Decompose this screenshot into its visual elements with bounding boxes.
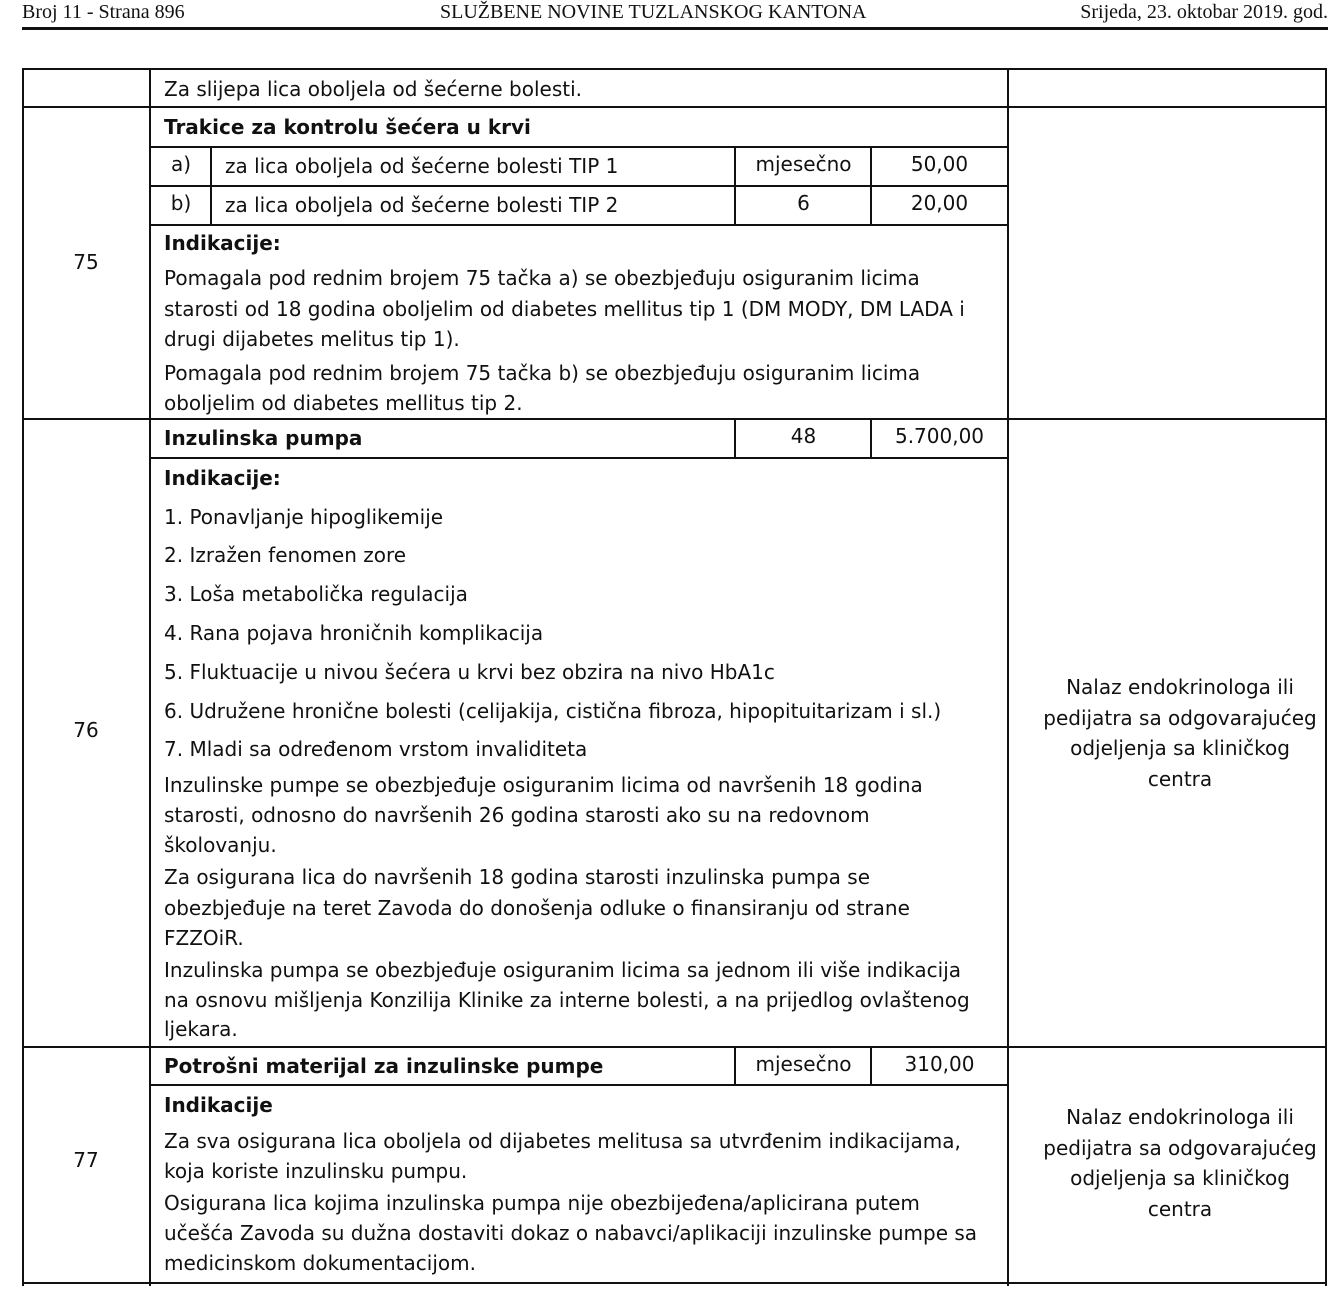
indication-list-item: 7. Mladi sa određenom vrstom invaliditeta xyxy=(164,737,588,761)
note-line: odjeljenja sa kliničkog xyxy=(1070,1166,1290,1190)
publication-date: Srijeda, 23. oktobar 2019. god. xyxy=(1080,1,1328,23)
sub-description: za lica oboljela od šećerne bolesti TIP 1 xyxy=(225,154,619,178)
item-amount: 310,00 xyxy=(904,1052,975,1076)
page-header xyxy=(22,0,1328,26)
indication-line: Za sva osigurana lica oboljela od dijabetes melitusa sa utvrđenim indikacijama, xyxy=(164,1129,961,1153)
row-divider xyxy=(149,146,1009,148)
row-divider xyxy=(22,1046,1327,1048)
item-period: 48 xyxy=(790,424,817,448)
table-border-top xyxy=(22,68,1327,70)
note-line: centra xyxy=(1147,766,1213,791)
item-period: mjesečno xyxy=(755,1052,852,1076)
item-number: 77 xyxy=(73,1148,99,1172)
requirement-note xyxy=(1030,1102,1330,1224)
item-number: 75 xyxy=(73,250,99,274)
row-divider xyxy=(22,1282,1327,1284)
indication-list-item: 3. Loša metabolička regulacija xyxy=(164,582,468,606)
note-line: odjeljenja sa kliničkog xyxy=(1070,736,1290,760)
sub-period: 6 xyxy=(797,191,810,215)
indications-label: Indikacije: xyxy=(164,231,281,255)
indication-line: učešća Zavoda su dužna dostaviti dokaz o nabavci/aplikaciji inzulinske pumpe sa xyxy=(164,1221,978,1245)
row-divider xyxy=(149,1084,1009,1086)
indication-list-item: 2. Izražen fenomen zore xyxy=(164,543,407,567)
note-line: Nalaz endokrinologa ili xyxy=(1066,1105,1294,1129)
indication-line: koja koriste inzulinsku pumpu. xyxy=(164,1159,468,1183)
item-title: Inzulinska pumpa xyxy=(164,426,363,450)
item-title: Potrošni materijal za inzulinske pumpe xyxy=(164,1054,604,1078)
row-divider xyxy=(149,224,1009,226)
item-amount: 5.700,00 xyxy=(894,424,985,448)
indication-line: drugi dijabetes melitus tip 1). xyxy=(164,327,460,351)
sub-letter: a) xyxy=(170,152,192,176)
indication-line: Za osigurana lica do navršenih 18 godina starosti inzulinska pumpa se xyxy=(164,865,870,889)
sub-amount: 50,00 xyxy=(910,152,969,176)
indication-line: Inzulinske pumpe se obezbjeđuje osiguranim licima od navršenih 18 godina xyxy=(164,773,923,797)
issue-page-label: Broj 11 - Strana 896 xyxy=(22,1,185,23)
indication-line: Pomagala pod rednim brojem 75 tačka a) se obezbjeđuju osiguranim licima xyxy=(164,266,920,290)
indication-line: starosti, odnosno do navršenih 26 godina starosti ako su na redovnom xyxy=(164,803,870,827)
row-text: Za slijepa lica oboljela od šećerne bolesti. xyxy=(164,77,582,101)
indication-list-item: 4. Rana pojava hroničnih komplikacija xyxy=(164,621,544,645)
aids-table xyxy=(22,68,1327,1298)
indication-line: obezbjeđuje na teret Zavoda do donošenja odluke o finansiranju od strane xyxy=(164,896,910,920)
indication-line: oboljelim od diabetes mellitus tip 2. xyxy=(164,391,523,415)
row-divider xyxy=(22,106,1327,108)
indication-list-item: 5. Fluktuacije u nivou šećera u krvi bez obzira na nivo HbA1c xyxy=(164,660,775,684)
note-line: Nalaz endokrinologa ili xyxy=(1066,675,1294,699)
indication-line: medicinskom dokumentacijom. xyxy=(164,1251,476,1275)
note-line: pedijatra sa odgovarajućeg xyxy=(1043,705,1317,730)
sub-period: mjesečno xyxy=(755,152,852,176)
item-title: Trakice za kontrolu šećera u krvi xyxy=(164,115,531,139)
header-rule xyxy=(22,27,1328,30)
publication-title: SLUŽBENE NOVINE TUZLANSKOG KANTONA xyxy=(440,1,867,23)
indications-label: Indikacije xyxy=(164,1093,273,1117)
indication-line: Inzulinska pumpa se obezbjeđuje osiguranim licima sa jednom ili više indikacija xyxy=(164,958,962,982)
sub-description: za lica oboljela od šećerne bolesti TIP 2 xyxy=(225,193,619,217)
row-divider xyxy=(149,185,1009,187)
requirement-note xyxy=(1030,672,1330,794)
indication-line: ljekara. xyxy=(164,1017,238,1041)
indication-line: starosti od 18 godina oboljelim od diabetes mellitus tip 1 (DM MODY, DM LADA i xyxy=(164,297,965,321)
note-column-divider xyxy=(1007,68,1009,1286)
note-line: pedijatra sa odgovarajućeg xyxy=(1043,1135,1317,1160)
item-number: 76 xyxy=(73,718,99,742)
indications-label: Indikacije: xyxy=(164,466,281,490)
note-line: centra xyxy=(1147,1196,1213,1221)
indication-line: FZZOiR. xyxy=(164,926,244,950)
sub-letter: b) xyxy=(170,191,192,215)
indication-line: na osnovu mišljenja Konzilija Klinike za interne bolesti, a na prijedlog ovlaštenog xyxy=(164,988,970,1012)
indication-line: Pomagala pod rednim brojem 75 tačka b) se obezbjeđuju osiguranim licima xyxy=(164,361,921,385)
sub-amount: 20,00 xyxy=(910,191,969,215)
row-divider xyxy=(149,457,1009,459)
indication-list-item: 6. Udružene hronične bolesti (celijakija, cistična fibroza, hipopituitarizam i sl.) xyxy=(164,699,942,723)
indication-line: školovanju. xyxy=(164,833,277,857)
indication-line: Osigurana lica kojima inzulinska pumpa nije obezbijeđena/aplicirana putem xyxy=(164,1191,920,1215)
indication-list-item: 1. Ponavljanje hipoglikemije xyxy=(164,505,444,529)
